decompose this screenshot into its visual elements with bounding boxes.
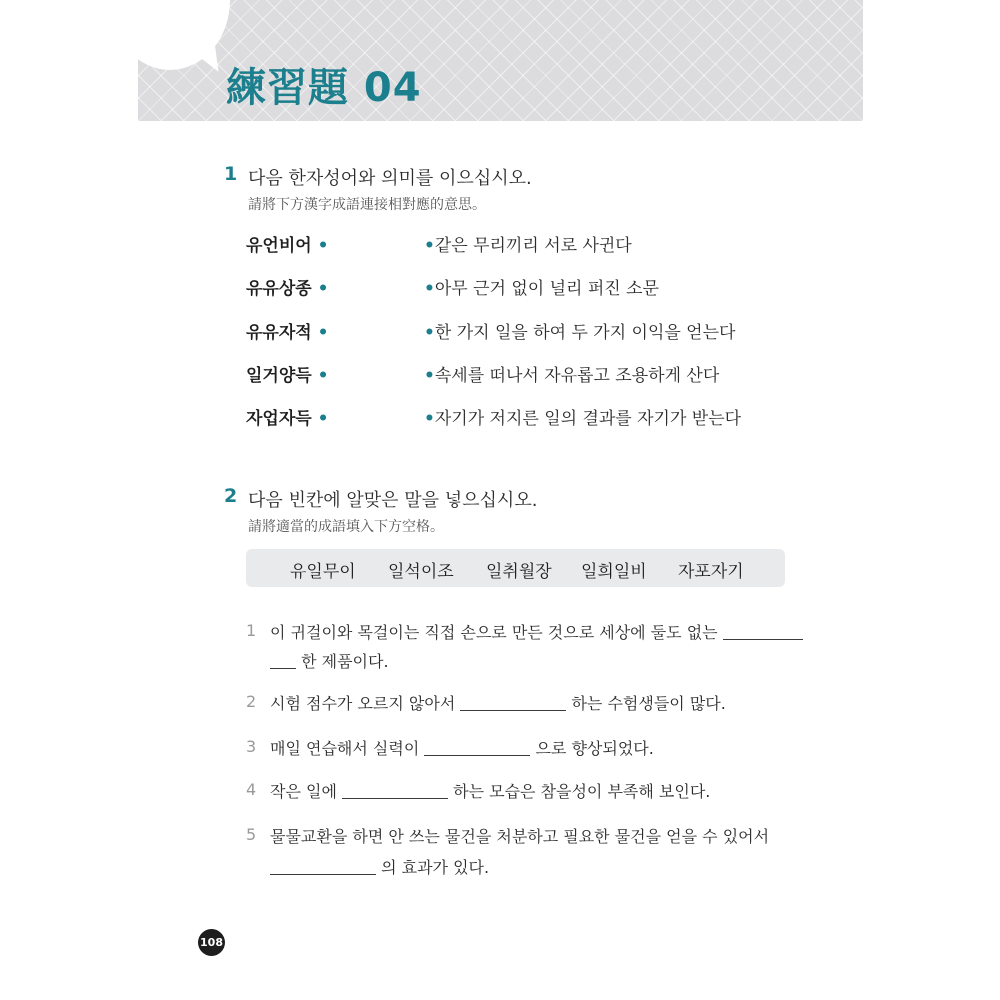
meaning-item[interactable]: •아무 근거 없이 널리 퍼진 소문 [424, 279, 659, 299]
match-row [246, 318, 786, 348]
idiom-item[interactable]: 유유상종 • [246, 279, 329, 299]
idiom-item[interactable]: 유유자적 • [246, 323, 329, 343]
sentence-number: 2 [246, 692, 257, 711]
word-bank-item: 유일무이 [290, 562, 356, 582]
match-row [246, 404, 786, 434]
answer-blank[interactable] [723, 623, 803, 640]
sentence-5-line-2: 의 효과가 있다. [270, 855, 489, 878]
answer-blank[interactable] [424, 739, 530, 756]
match-row [246, 274, 786, 304]
idiom-item[interactable]: 자업자득 • [246, 409, 329, 429]
sentence-4: 작은 일에 하는 모습은 참을성이 부족해 보인다. [270, 782, 711, 801]
sentence-2: 시험 점수가 오르지 않아서 하는 수험생들이 많다. [270, 694, 726, 713]
sentence-1-line-2: 한 제품이다. [270, 649, 389, 672]
question-1-instruction-zh: 請將下方漢字成語連接相對應的意思。 [248, 197, 486, 213]
word-bank-item: 일석이조 [388, 562, 454, 582]
question-1-instruction: 다음 한자성어와 의미를 이으십시오. [248, 168, 532, 189]
meaning-item[interactable]: •자기가 저지른 일의 결과를 자기가 받는다 [424, 409, 742, 429]
meaning-item[interactable]: •같은 무리끼리 서로 사귄다 [424, 236, 632, 256]
match-row [246, 361, 786, 391]
answer-blank[interactable] [270, 858, 376, 875]
meaning-item[interactable]: •한 가지 일을 하여 두 가지 이익을 얻는다 [424, 323, 736, 343]
idiom-item[interactable]: 일거양득 • [246, 366, 329, 386]
answer-blank[interactable] [342, 782, 448, 799]
sentence-number: 4 [246, 780, 257, 799]
word-bank-item: 일희일비 [581, 562, 647, 582]
word-bank-item: 일취월장 [486, 562, 552, 582]
question-2-instruction-zh: 請將適當的成語填入下方空格。 [248, 519, 444, 535]
sentence-number: 3 [246, 737, 257, 756]
page-number: 108 [198, 929, 225, 956]
answer-blank[interactable] [460, 694, 566, 711]
word-bank-item: 자포자기 [678, 562, 744, 582]
idiom-item[interactable]: 유언비어 • [246, 236, 329, 256]
match-row [246, 231, 786, 261]
question-1-number: 1 [224, 163, 238, 185]
sentence-number: 1 [246, 621, 257, 640]
answer-blank[interactable] [270, 652, 296, 669]
sentence-5-line-1: 물물교환을 하면 안 쓰는 물건을 처분하고 필요한 물건을 얻을 수 있어서 [270, 827, 770, 846]
question-2-instruction: 다음 빈칸에 알맞은 말을 넣으십시오. [248, 490, 538, 511]
page-title: 練習題 04 [226, 65, 422, 111]
sentence-3: 매일 연습해서 실력이 으로 향상되었다. [270, 739, 654, 758]
word-bank [246, 549, 785, 587]
meaning-item[interactable]: •속세를 떠나서 자유롭고 조용하게 산다 [424, 366, 720, 386]
sentence-number: 5 [246, 825, 257, 844]
question-2-number: 2 [224, 485, 238, 507]
sentence-1-line-1: 이 귀걸이와 목걸이는 직접 손으로 만든 것으로 세상에 둘도 없는 [270, 620, 803, 643]
